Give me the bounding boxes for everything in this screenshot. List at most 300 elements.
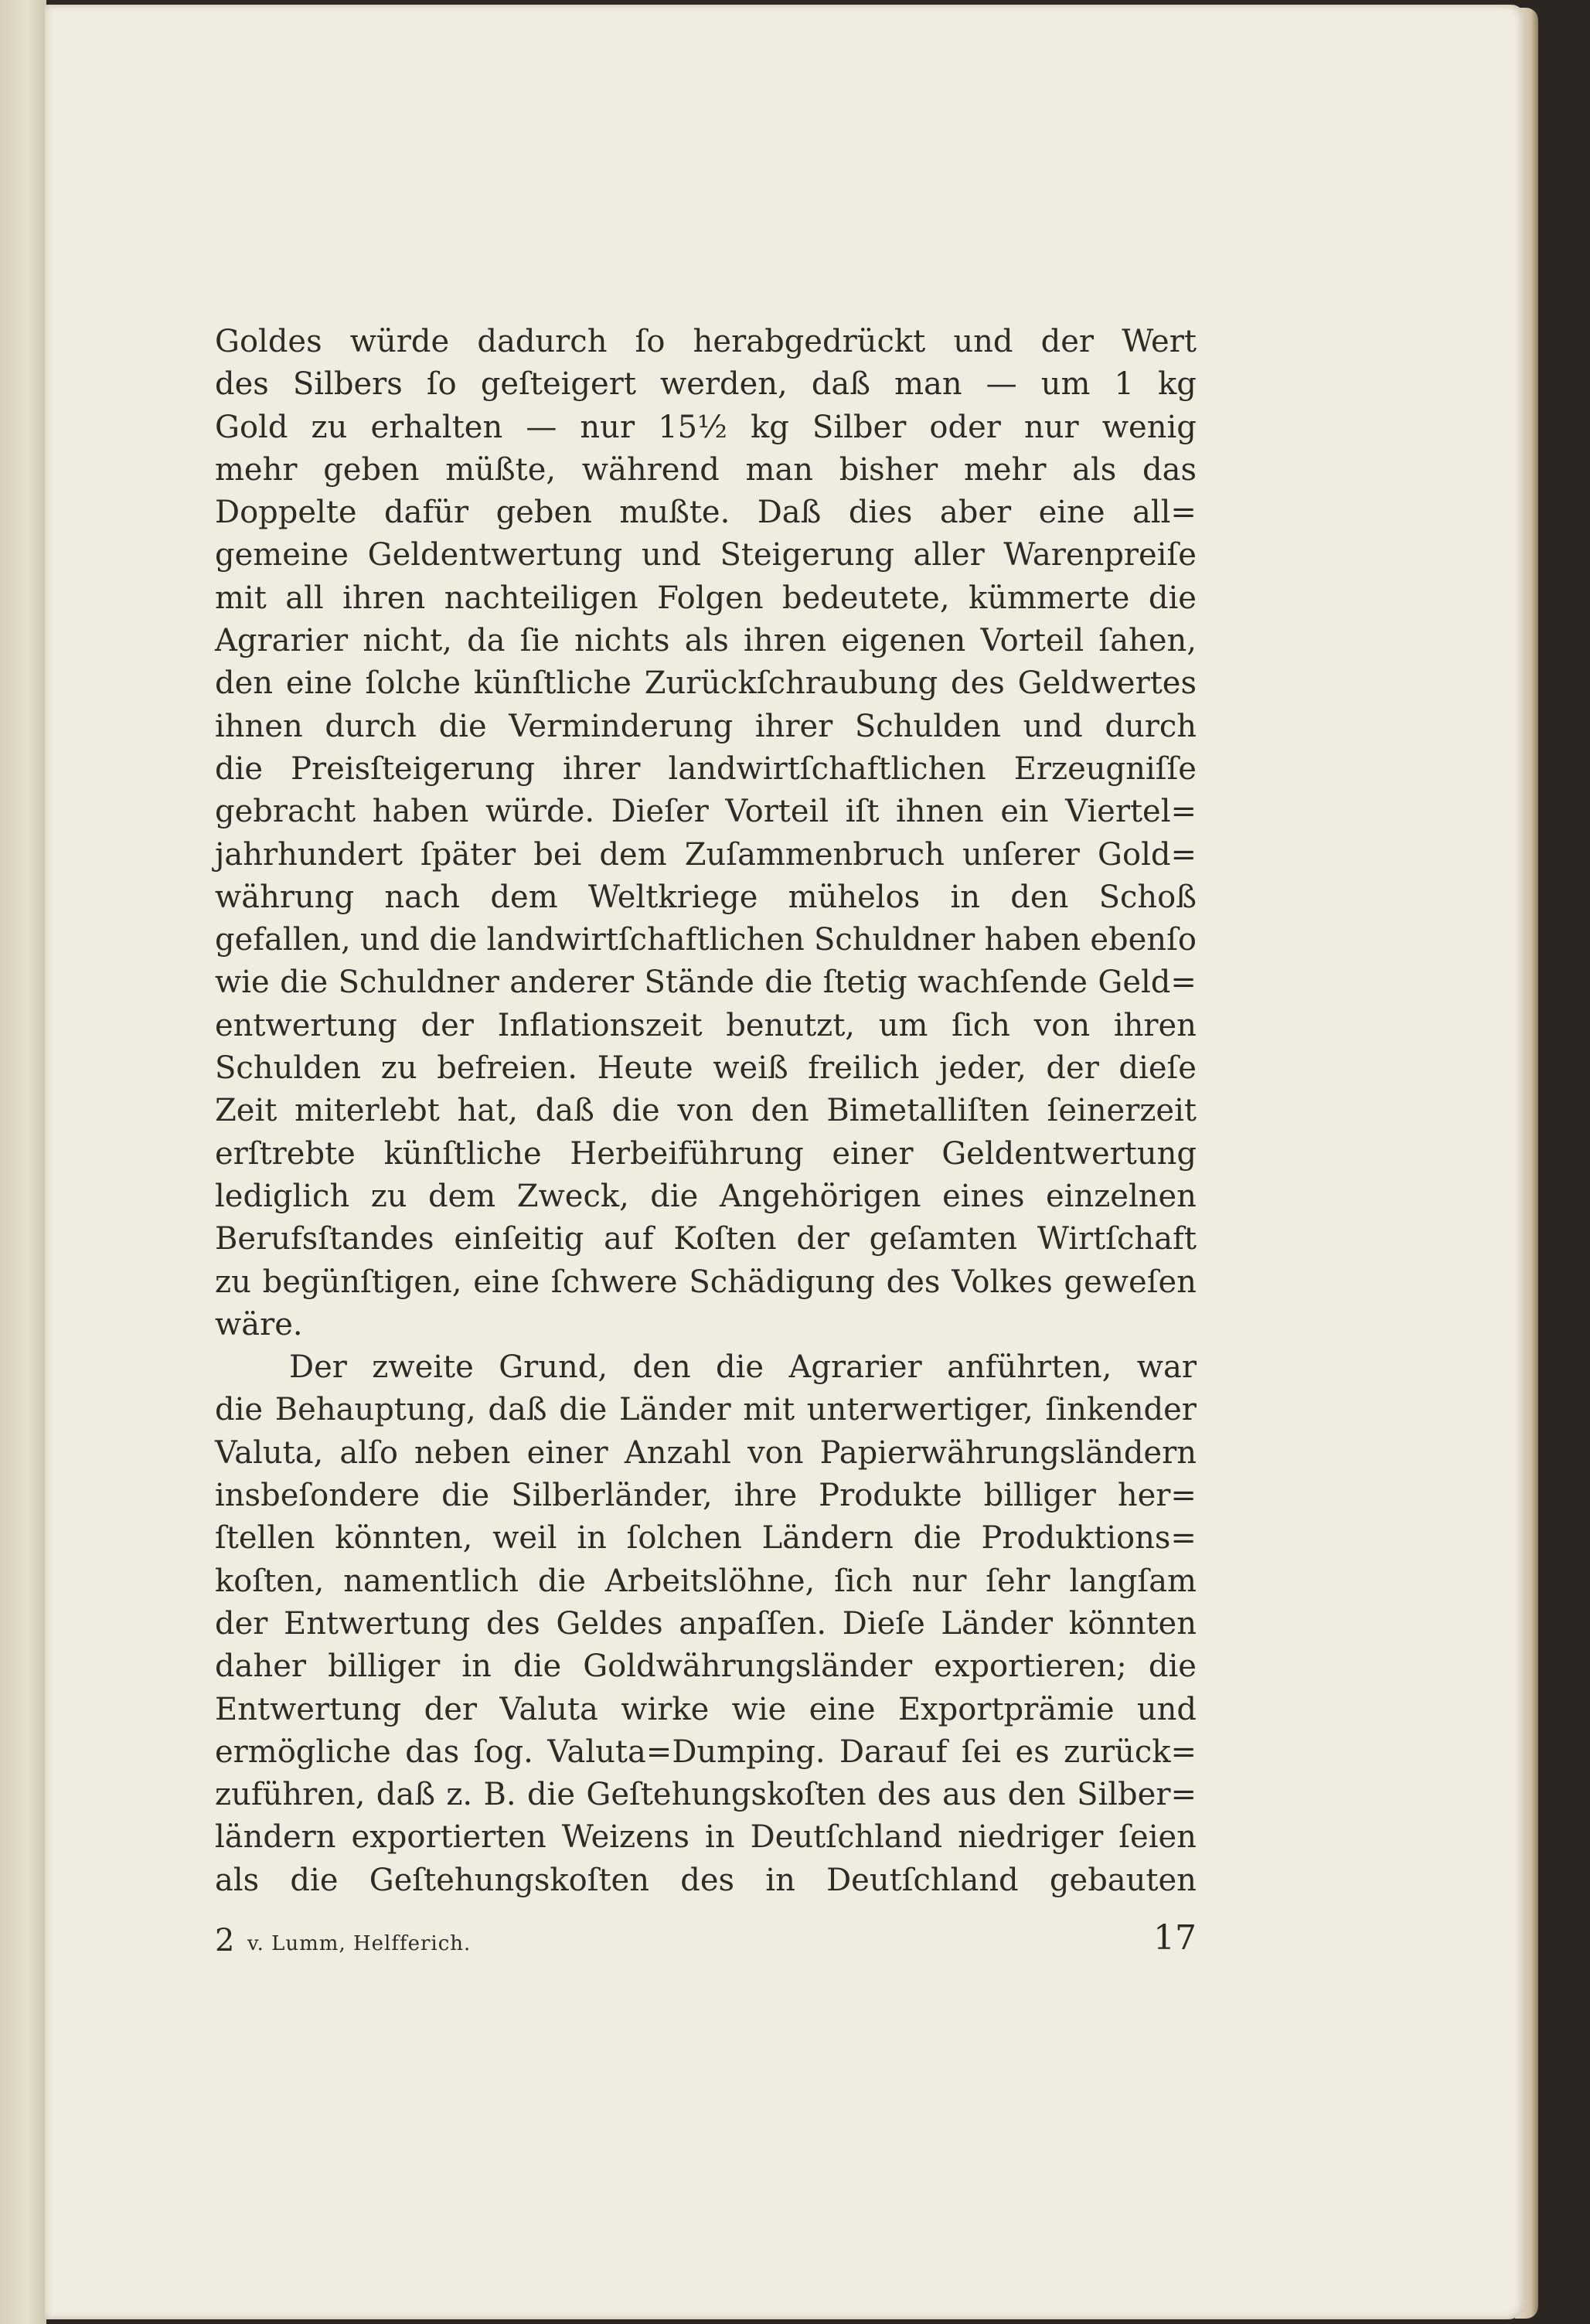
word: den bbox=[632, 1349, 691, 1386]
word: weiß bbox=[713, 1050, 788, 1087]
word: neben bbox=[414, 1434, 511, 1471]
word: einzelnen bbox=[1045, 1178, 1197, 1214]
word: als bbox=[215, 1862, 260, 1898]
word: Dieſer bbox=[611, 794, 709, 830]
text-line bbox=[215, 1005, 1197, 1047]
page-number: 17 bbox=[1153, 1918, 1197, 1958]
word: Silberländer, bbox=[511, 1478, 713, 1514]
word: Behauptung, bbox=[274, 1392, 476, 1428]
word: Valuta, bbox=[215, 1434, 324, 1471]
word: entwertung bbox=[215, 1007, 397, 1043]
word: ermögliche bbox=[215, 1734, 391, 1770]
word: Grund, bbox=[499, 1349, 608, 1386]
text-line bbox=[215, 363, 1197, 406]
word: der bbox=[1040, 324, 1095, 359]
text-line bbox=[215, 407, 1197, 449]
signature-mark: 2 bbox=[215, 1923, 235, 1958]
word: die bbox=[650, 1178, 699, 1214]
text-line bbox=[215, 1774, 1197, 1816]
word: Anzahl bbox=[624, 1434, 731, 1471]
word: wachſende bbox=[918, 965, 1088, 1001]
text-line bbox=[215, 1261, 1197, 1304]
word: anführten, bbox=[947, 1349, 1112, 1386]
word: Weltkriege bbox=[587, 879, 758, 915]
word: die bbox=[526, 1777, 576, 1813]
word: und bbox=[1136, 1691, 1197, 1727]
word: niedriger bbox=[958, 1819, 1104, 1856]
word: Geldentwertung bbox=[367, 537, 623, 573]
word: unſerer bbox=[962, 836, 1080, 873]
word: einſeitig bbox=[454, 1221, 584, 1257]
word: wirke bbox=[621, 1691, 710, 1727]
word: Volkes bbox=[952, 1264, 1053, 1300]
text-line bbox=[215, 620, 1197, 662]
word: exportierten bbox=[351, 1819, 546, 1856]
signature-text: v. Lumm, Helfferich. bbox=[247, 1932, 472, 1955]
word: der bbox=[1046, 1050, 1099, 1087]
word: Gold bbox=[215, 409, 288, 445]
word: Goldes bbox=[215, 324, 322, 359]
word: jeder, bbox=[939, 1050, 1027, 1087]
word: da bbox=[467, 623, 506, 659]
word: Produkte bbox=[819, 1478, 962, 1514]
text-line bbox=[215, 961, 1197, 1004]
word: geben bbox=[323, 451, 420, 488]
word: Entwertung bbox=[215, 1691, 402, 1727]
text-line bbox=[215, 919, 1197, 961]
text-line bbox=[215, 1090, 1197, 1132]
word: dieſe bbox=[1118, 1050, 1197, 1087]
text-line bbox=[215, 1176, 1197, 1218]
text-line bbox=[215, 1645, 1197, 1688]
word: als bbox=[684, 623, 729, 659]
word: Vorteil bbox=[725, 794, 829, 830]
word: Steigerung bbox=[720, 537, 894, 573]
word: den bbox=[1010, 879, 1069, 915]
word: die bbox=[215, 1392, 264, 1428]
text-line bbox=[215, 791, 1197, 833]
word: die bbox=[1148, 1649, 1197, 1685]
word: ſich bbox=[952, 1007, 1010, 1043]
word: würde. bbox=[485, 794, 595, 830]
word: in bbox=[705, 1819, 735, 1856]
word: freilich bbox=[808, 1050, 920, 1087]
word: Gold= bbox=[1098, 836, 1197, 873]
word: Geld= bbox=[1098, 965, 1197, 1001]
word: Deutſchland bbox=[750, 1819, 943, 1856]
text-line bbox=[215, 1603, 1197, 1645]
word: von bbox=[747, 1434, 804, 1471]
page-footer bbox=[215, 1917, 1197, 1963]
word: Valuta=Dumping. bbox=[547, 1734, 826, 1770]
word: Preisſteigerung bbox=[291, 750, 536, 787]
word: Stände bbox=[644, 965, 754, 1001]
word: ſinkender bbox=[1045, 1392, 1197, 1428]
text-line bbox=[215, 577, 1197, 620]
word: gemeine bbox=[215, 537, 349, 573]
word: zweite bbox=[372, 1349, 474, 1386]
word: Schuldner bbox=[338, 965, 499, 1001]
word: wie bbox=[731, 1691, 787, 1727]
word: Valuta bbox=[499, 1691, 598, 1727]
word: ebenſo bbox=[1090, 922, 1197, 958]
word: ſich bbox=[834, 1563, 893, 1599]
word: ſtellen bbox=[215, 1520, 315, 1557]
word: Angehörigen bbox=[719, 1178, 921, 1214]
word: Heute bbox=[597, 1050, 693, 1087]
word: müßte, bbox=[445, 451, 557, 488]
word: Papierwährungsländern bbox=[819, 1434, 1197, 1471]
word: die bbox=[537, 1563, 586, 1599]
word: eigenen bbox=[841, 623, 966, 659]
word: eine bbox=[285, 665, 352, 702]
word: den bbox=[751, 1093, 809, 1129]
word: künſtliche bbox=[473, 665, 632, 702]
word: Entwertung bbox=[284, 1605, 471, 1642]
word: exportieren; bbox=[934, 1649, 1127, 1685]
word: Länder bbox=[619, 1392, 731, 1428]
text-line bbox=[215, 1517, 1197, 1560]
word: Silbers bbox=[292, 366, 403, 403]
word: Inflationszeit bbox=[497, 1007, 703, 1043]
word: Deutſchland bbox=[826, 1862, 1019, 1898]
word: ihrer bbox=[563, 750, 641, 787]
word: Berufsſtandes bbox=[215, 1221, 434, 1257]
word: von bbox=[677, 1093, 734, 1129]
word: Daß bbox=[757, 495, 822, 531]
text-line bbox=[215, 534, 1197, 577]
word: nur bbox=[1024, 409, 1079, 445]
word: oder bbox=[929, 409, 1001, 445]
word: all= bbox=[1132, 495, 1197, 531]
word: Geldes bbox=[556, 1605, 663, 1642]
text-line bbox=[215, 1860, 1197, 1902]
word: die bbox=[559, 1392, 608, 1428]
word: die bbox=[764, 965, 813, 1001]
word: kümmerte bbox=[969, 580, 1130, 616]
word: in bbox=[765, 1862, 795, 1898]
word: ſeinerzeit bbox=[1047, 1093, 1197, 1129]
word: Schädigung bbox=[689, 1264, 875, 1300]
word: zu bbox=[370, 1178, 407, 1214]
word: anpaſſen. bbox=[679, 1605, 827, 1642]
word: ſahen, bbox=[1098, 623, 1197, 659]
text-line bbox=[215, 1475, 1197, 1517]
word: nach bbox=[384, 879, 461, 915]
word: Darauf bbox=[839, 1734, 948, 1770]
word: das bbox=[1142, 451, 1197, 488]
word: ſolchen bbox=[626, 1520, 742, 1557]
word: einer bbox=[832, 1135, 914, 1172]
word: — bbox=[986, 366, 1017, 403]
word: würde bbox=[349, 324, 450, 359]
word: Agrarier bbox=[788, 1349, 922, 1386]
word: Vorteil bbox=[980, 623, 1084, 659]
word: und bbox=[953, 324, 1013, 359]
word: dem bbox=[490, 879, 558, 915]
word: ſog. bbox=[473, 1734, 533, 1770]
word: ſolche bbox=[365, 665, 461, 702]
word: Schuldner bbox=[813, 922, 975, 958]
word: und bbox=[641, 537, 702, 573]
word: mehr bbox=[963, 451, 1047, 488]
word: könnten bbox=[1068, 1605, 1197, 1642]
word: geſteigert bbox=[480, 366, 636, 403]
word: geſamten bbox=[869, 1221, 1018, 1257]
word: mit bbox=[215, 580, 267, 616]
word: Exportprämie bbox=[897, 1691, 1115, 1727]
word: man bbox=[745, 451, 814, 488]
word: der bbox=[424, 1691, 478, 1727]
word: ihren bbox=[342, 580, 426, 616]
word: dem bbox=[428, 1178, 496, 1214]
word: als bbox=[1072, 451, 1117, 488]
word: die bbox=[438, 708, 487, 744]
word: ſei bbox=[961, 1734, 1002, 1770]
word: die bbox=[429, 922, 478, 958]
word: 1 bbox=[1114, 366, 1134, 403]
word: bisher bbox=[839, 451, 938, 488]
word: ſie bbox=[519, 623, 560, 659]
word: mühelos bbox=[788, 879, 921, 915]
word: ihre bbox=[734, 1478, 798, 1514]
word: daß bbox=[535, 1093, 594, 1129]
word: von bbox=[1033, 1007, 1091, 1043]
word: hat, bbox=[457, 1093, 518, 1129]
word: gebracht bbox=[215, 794, 356, 830]
text-line bbox=[215, 706, 1197, 748]
word: zu bbox=[311, 409, 348, 445]
word: geben bbox=[495, 495, 592, 531]
word: mußte. bbox=[619, 495, 730, 531]
word: ihren bbox=[1113, 1007, 1197, 1043]
word: Weizens bbox=[561, 1819, 690, 1856]
word: Silber bbox=[812, 409, 907, 445]
word: wäre. bbox=[215, 1306, 303, 1342]
word: Der bbox=[289, 1349, 347, 1386]
word: und bbox=[1023, 708, 1083, 744]
text-line bbox=[215, 449, 1197, 492]
word: ihnen bbox=[896, 794, 984, 830]
word: Geldwertes bbox=[1017, 665, 1197, 702]
word: die bbox=[611, 1093, 660, 1129]
word: eine bbox=[809, 1691, 876, 1727]
word: z. bbox=[446, 1777, 473, 1813]
word: Silber= bbox=[1077, 1777, 1197, 1813]
word: Geldentwertung bbox=[941, 1135, 1197, 1172]
text-line bbox=[215, 834, 1197, 876]
word: einer bbox=[526, 1434, 608, 1471]
word: bedeutete, bbox=[782, 580, 950, 616]
word: ſpäter bbox=[420, 836, 516, 873]
word: aus bbox=[942, 1777, 997, 1813]
word: daher bbox=[215, 1649, 307, 1685]
word: lediglich bbox=[215, 1178, 350, 1214]
text-line bbox=[215, 1304, 1197, 1346]
word: des bbox=[680, 1862, 735, 1898]
word: man bbox=[894, 366, 962, 403]
word: landwirtſchaftlichen bbox=[668, 750, 986, 787]
word: gebauten bbox=[1049, 1862, 1197, 1898]
word: Warenpreiſe bbox=[1003, 537, 1197, 573]
word: ſehr bbox=[986, 1563, 1050, 1599]
word: Verminderung bbox=[509, 708, 734, 744]
word: durch bbox=[1105, 708, 1197, 744]
word: billiger bbox=[328, 1649, 441, 1685]
word: Erzeugniſſe bbox=[1013, 750, 1197, 787]
word: ihnen bbox=[215, 708, 303, 744]
word: dafür bbox=[384, 495, 469, 531]
word: alſo bbox=[339, 1434, 398, 1471]
text-line bbox=[215, 492, 1197, 534]
word: unterwertiger, bbox=[806, 1392, 1033, 1428]
word: des bbox=[215, 366, 269, 403]
word: um bbox=[1040, 366, 1091, 403]
word: werden, bbox=[659, 366, 788, 403]
word: ein bbox=[1000, 794, 1049, 830]
word: die bbox=[215, 750, 264, 787]
word: eine bbox=[1038, 495, 1105, 531]
word: es bbox=[1015, 1734, 1050, 1770]
text-line bbox=[215, 1816, 1197, 1859]
word: Zurückſchraubung bbox=[644, 665, 938, 702]
word: 15½ bbox=[658, 409, 727, 445]
word: — bbox=[526, 409, 557, 445]
text-line bbox=[215, 1560, 1197, 1603]
word: billiger bbox=[983, 1478, 1096, 1514]
word: die bbox=[913, 1520, 962, 1557]
word: die bbox=[513, 1649, 562, 1685]
word: Schulden bbox=[215, 1050, 362, 1087]
word: ſtetig bbox=[822, 965, 907, 1001]
word: der bbox=[420, 1007, 474, 1043]
word: den bbox=[1007, 1777, 1066, 1813]
word: ſo bbox=[426, 366, 457, 403]
body-text bbox=[215, 321, 1197, 1902]
word: landwirtſchaftlichen bbox=[486, 922, 805, 958]
word: Geſtehungskoſten bbox=[586, 1777, 866, 1813]
word: daß bbox=[376, 1777, 435, 1813]
word: Geſtehungskoſten bbox=[369, 1862, 649, 1898]
word: des bbox=[886, 1264, 941, 1300]
word: wenig bbox=[1101, 409, 1197, 445]
word: Folgen bbox=[657, 580, 764, 616]
word: Zeit bbox=[215, 1093, 277, 1129]
word: die bbox=[290, 1862, 339, 1898]
text-line bbox=[215, 1389, 1197, 1431]
text-line bbox=[215, 1346, 1197, 1389]
word: namentlich bbox=[343, 1563, 519, 1599]
word: eines bbox=[942, 1178, 1025, 1214]
word: ſeien bbox=[1118, 1819, 1197, 1856]
word: in bbox=[950, 879, 981, 915]
word: Schulden bbox=[854, 708, 1002, 744]
word: befreien. bbox=[437, 1050, 578, 1087]
word: kg bbox=[750, 409, 789, 445]
word: mit bbox=[743, 1392, 795, 1428]
word: erſtrebte bbox=[215, 1135, 356, 1172]
word: währung bbox=[215, 879, 355, 915]
word: dies bbox=[848, 495, 913, 531]
word: war bbox=[1136, 1349, 1197, 1386]
word: künſtliche bbox=[383, 1135, 542, 1172]
word: mehr bbox=[215, 451, 298, 488]
word: ſchwere bbox=[550, 1264, 678, 1300]
word: haben bbox=[372, 794, 469, 830]
word: nicht, bbox=[363, 623, 452, 659]
word: Koſten bbox=[673, 1221, 777, 1257]
word: zuführen, bbox=[215, 1777, 366, 1813]
word: nur bbox=[911, 1563, 967, 1599]
word: dem bbox=[599, 836, 667, 873]
word: Bimetalliſten bbox=[826, 1093, 1030, 1129]
word: zu bbox=[380, 1050, 417, 1087]
word: der bbox=[215, 1605, 268, 1642]
word: Goldwährungsländer bbox=[583, 1649, 913, 1685]
facing-page-edge bbox=[0, 0, 46, 2324]
word: iſt bbox=[845, 794, 880, 830]
word: des bbox=[951, 665, 1005, 702]
word: erhalten bbox=[370, 409, 503, 445]
word: ländern bbox=[215, 1819, 336, 1856]
word: während bbox=[581, 451, 720, 488]
word: begünſtigen, bbox=[262, 1264, 462, 1300]
word: Länder bbox=[941, 1605, 1053, 1642]
word: bei bbox=[533, 836, 582, 873]
text-line bbox=[215, 1047, 1197, 1090]
word: das bbox=[405, 1734, 460, 1770]
word: Wirtſchaft bbox=[1037, 1221, 1197, 1257]
word: durch bbox=[325, 708, 417, 744]
word: der bbox=[796, 1221, 849, 1257]
word: miterlebt bbox=[295, 1093, 440, 1129]
word: Dieſe bbox=[842, 1605, 925, 1642]
word: könnten, bbox=[335, 1520, 473, 1557]
word: auf bbox=[604, 1221, 654, 1257]
text-line bbox=[215, 1689, 1197, 1731]
word: Herbeiführung bbox=[570, 1135, 804, 1172]
word: gefallen, bbox=[215, 922, 351, 958]
text-line bbox=[215, 1218, 1197, 1261]
text-line bbox=[215, 662, 1197, 705]
word: die bbox=[716, 1349, 764, 1386]
word: um bbox=[878, 1007, 928, 1043]
word: ihren bbox=[744, 623, 827, 659]
word: Agrarier bbox=[215, 623, 349, 659]
text-line bbox=[215, 748, 1197, 791]
word: Viertel= bbox=[1065, 794, 1197, 830]
word: weil bbox=[492, 1520, 557, 1557]
word: langſam bbox=[1069, 1563, 1197, 1599]
word: den bbox=[215, 665, 274, 702]
word: haben bbox=[984, 922, 1081, 958]
word: die bbox=[1148, 580, 1197, 616]
word: Wert bbox=[1122, 324, 1197, 359]
text-line bbox=[215, 321, 1197, 363]
word: Zweck, bbox=[516, 1178, 629, 1214]
word: all bbox=[285, 580, 324, 616]
word: des bbox=[485, 1605, 540, 1642]
word: jahrhundert bbox=[215, 836, 403, 873]
word: ihrer bbox=[754, 708, 833, 744]
word: und bbox=[359, 922, 420, 958]
word: aber bbox=[939, 495, 1012, 531]
word: des bbox=[877, 1777, 931, 1813]
word: die bbox=[280, 965, 329, 1001]
word: Ländern bbox=[761, 1520, 894, 1557]
word: Doppelte bbox=[215, 495, 357, 531]
word: ſo bbox=[635, 324, 666, 359]
